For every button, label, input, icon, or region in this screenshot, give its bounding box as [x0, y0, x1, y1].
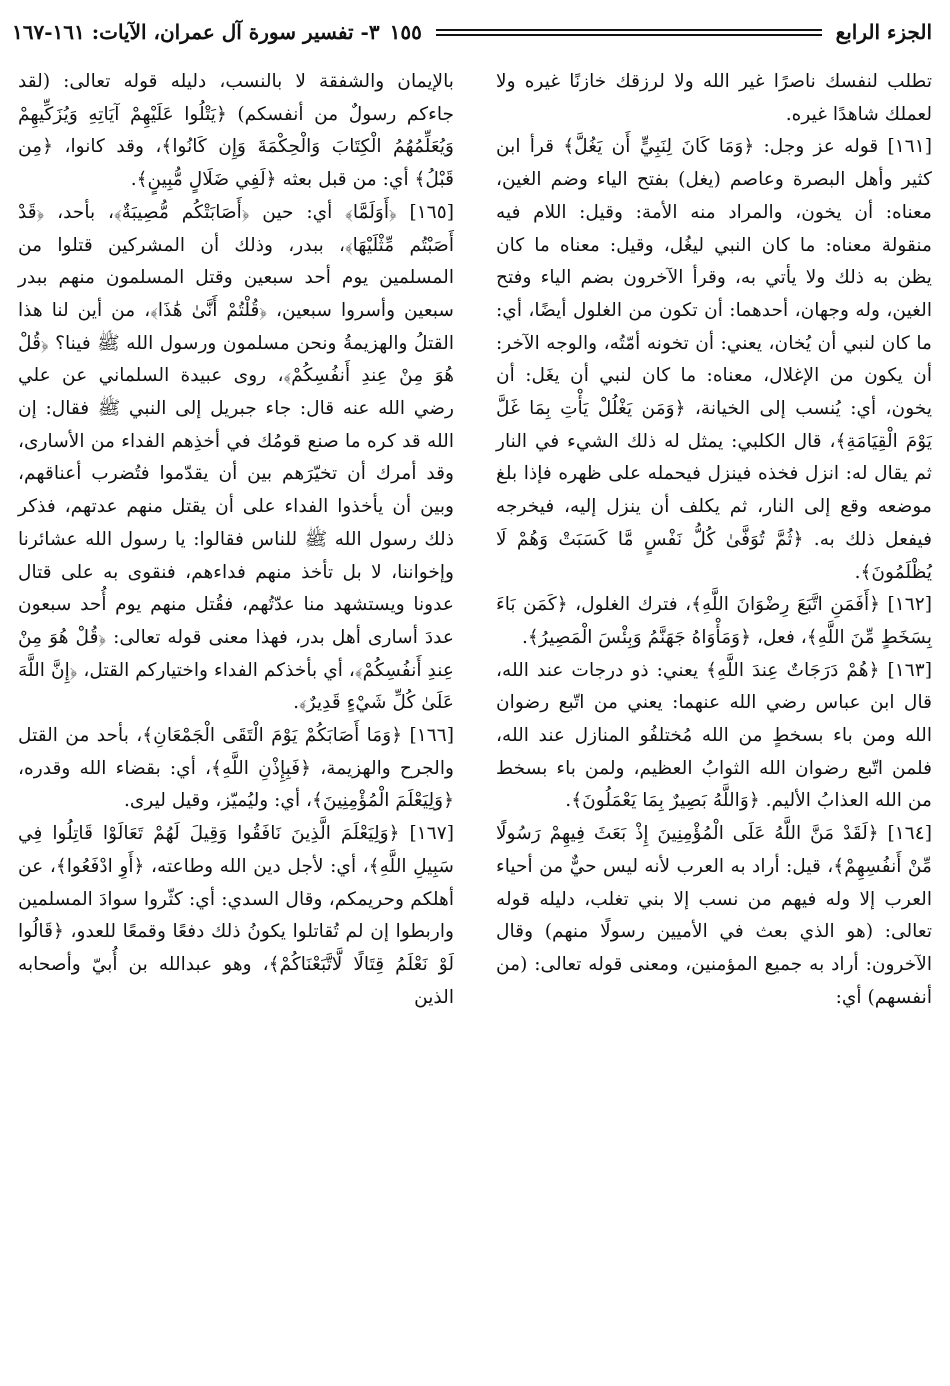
paragraph: [١٦٣] ﴿هُمْ دَرَجَاتٌ عِندَ اللَّهِ﴾ يعني: ذو درجات عند الله، قال ابن عباس رضي الله عنهما: يعني من اتّبع رضوان الله ومن باء بسخطٍ من الله مُختلفُو المنازل عند الله، فلمن اتّبع رضوان الله الثوابُ العظيم، ولمن باء بسخط من الله العذابُ الأليم. ﴿وَاللَّهُ بَصِيرٌ بِمَا يَعْمَلُونَ﴾.: [496, 659, 932, 812]
paragraph: [١٦٦] ﴿وَمَا أَصَابَكُمْ يَوْمَ الْتَقَى الْجَمْعَانِ﴾، بأحد من القتل والجرح والهزيمة، ﴿فَبِإِذْنِ اللَّهِ﴾، أي: بقضاء الله وقدره، ﴿وَلِيَعْلَمَ الْمُؤْمِنِينَ﴾، أي: وليُميّز، وقيل ليرى.: [18, 725, 454, 812]
paragraph: [١٦١] قوله عز وجل: ﴿وَمَا كَانَ لِنَبِيٍّ أَن يَغُلَّ﴾ قرأ ابن كثير وأهل البصرة وعاصم (يغل) بفتح الياء وضم الغين، معناه: أن يخون، والمراد منه الأمة: وقيل: اللام فيه منقولة معناه: ما كان النبي ليغُل، وقيل: معناه ما كان يظن به ذلك ولا يأتي به، وقرأ الآخرون بضم الياء وفتح الغين، وله وجهان، أحدهما: أن تكون من الغلول أيضًا، أي: ما كان لنبي أن يُخان، يعني: أن تخونه أمّتُه، والوجه الآخر: أن يكون من الإغلال، معناه: ما كان لنبي أن يغَل: أن يخون، أي: يُنسب إلى الخيانة، ﴿وَمَن يَغْلُلْ يَأْتِ بِمَا غَلَّ يَوْمَ الْقِيَامَةِ﴾، قال الكلبي: يمثل له ذلك الشيء في النار ثم يقال له: انزل فخذه فينزل فيحمله على ظهره فإذا بلغ موضعه وقع إلى النار، ثم يكلف أن ينزل إليه، فيخرجه فيفعل ذلك به. ﴿ثُمَّ تُوَفَّىٰ كُلُّ نَفْسٍ مَّا كَسَبَتْ وَهُمْ لَا يُظْلَمُونَ﴾.: [496, 136, 932, 583]
surah-title: ٣- تفسير سورة آل عمران، الآيات: ١٦١-١٦٧: [12, 20, 380, 44]
paragraph: تطلب لنفسك ناصرًا غير الله ولا لرزقك خازنًا غيره ولا لعملك شاهدًا غيره.: [496, 71, 932, 125]
left-column: [18, 66, 454, 1014]
page-header: [12, 18, 932, 46]
paragraph: [١٦٥] ﴿أَوَلَمَّا﴾ أي: حين ﴿أَصَابَتْكُم مُّصِيبَةٌ﴾، بأحد، ﴿قَدْ أَصَبْتُم مِّثْلَيْهَا﴾، ببدر، وذلك أن المشركين قتلوا من المسلمين يوم أحد سبعين وقتل المسلمون منهم ببدر سبعين وأسروا سبعين، ﴿قُلْتُمْ أَنَّىٰ هَٰذَا﴾، من أين لنا هذا القتلُ والهزيمةُ ونحن مسلمون ورسول الله ﷺ فينا؟ ﴿قُلْ هُوَ مِنْ عِندِ أَنفُسِكُمْ﴾، روى عبيدة السلماني عن علي رضي الله عنه قال: جاء جبريل إلى النبي ﷺ فقال: إن الله قد كره ما صنع قومُك في أخذِهم الفداء من الأسارى، وقد أمرك أن تخيّرَهم بين أن يقدّموا فتُضرب أعناقهم، وبين أن يأخذوا الفداء على أن يقتل منهم عدتهم، فذكر ذلك رسول الله ﷺ للناس فقالوا: يا رسول الله عشائرنا وإخواننا، لا بل تأخذ منهم فداءهم، فنقوى به على قتال عدونا ويستشهد منا عدّتُهم، فقُتل منهم يوم أُحد سبعون عددَ أسارى أهل بدر، فهذا معنى قوله تعالى: ﴿قُلْ هُوَ مِنْ عِندِ أَنفُسِكُمْ﴾، أي بأخذكم الفداء واختياركم القتل، ﴿إِنَّ اللَّهَ عَلَىٰ كُلِّ شَيْءٍ قَدِيرٌ﴾.: [18, 201, 454, 714]
paragraph: [١٦٤] ﴿لَقَدْ مَنَّ اللَّهُ عَلَى الْمُؤْمِنِينَ إِذْ بَعَثَ فِيهِمْ رَسُولًا مِّنْ أَنفُسِهِمْ﴾، قيل: أراد به العرب لأنه ليس حيٌّ من أحياء العرب إلا وله فيهم من نسب إلا بني تغلب، دليله قوله تعالى: (هو الذي بعث في الأميين رسولًا منهم) وقال الآخرون: أراد به جميع المؤمنين، ومعنى قوله تعالى: (من أنفسهم) أي:: [496, 823, 932, 1008]
paragraph: [١٦٢] ﴿أَفَمَنِ اتَّبَعَ رِضْوَانَ اللَّهِ﴾، فترك الغلول، ﴿كَمَن بَاءَ بِسَخَطٍ مِّنَ اللَّهِ﴾، فعل، ﴿وَمَأْوَاهُ جَهَنَّمُ وَبِئْسَ الْمَصِيرُ﴾.: [496, 594, 932, 648]
part-label: الجزء الرابع: [835, 20, 932, 44]
page-number: ١٥٥: [389, 20, 422, 44]
paragraph: [١٦٧] ﴿وَلِيَعْلَمَ الَّذِينَ نَافَقُوا وَقِيلَ لَهُمْ تَعَالَوْا قَاتِلُوا فِي سَبِيلِ اللَّهِ﴾، أي: لأجل دين الله وطاعته، ﴿أَوِ ادْفَعُوا﴾، عن أهلكم وحريمكم، وقال السدي: أي: كثّروا سوادَ المسلمين واربطوا إن لم تُقاتلوا يكونُ ذلك دفعًا وقمعًا للعدو، ﴿قَالُوا لَوْ نَعْلَمُ قِتَالًا لَّاتَّبَعْنَاكُمْ﴾، وهو عبدالله بن أُبيّ وأصحابه الذين: [18, 823, 454, 1008]
header-rule: [436, 29, 822, 36]
right-column: [496, 66, 932, 1014]
paragraph: بالإيمان والشفقة لا بالنسب، دليله قوله تعالى: (لقد جاءكم رسولٌ من أنفسكم) ﴿يَتْلُوا عَلَيْهِمْ آيَاتِهِ وَيُزَكِّيهِمْ وَيُعَلِّمُهُمُ الْكِتَابَ وَالْحِكْمَةَ وَإِن كَانُوا﴾، وقد كانوا، ﴿مِن قَبْلُ﴾ أي: من قبل بعثه ﴿لَفِي ضَلَالٍ مُّبِينٍ﴾.: [18, 71, 454, 191]
